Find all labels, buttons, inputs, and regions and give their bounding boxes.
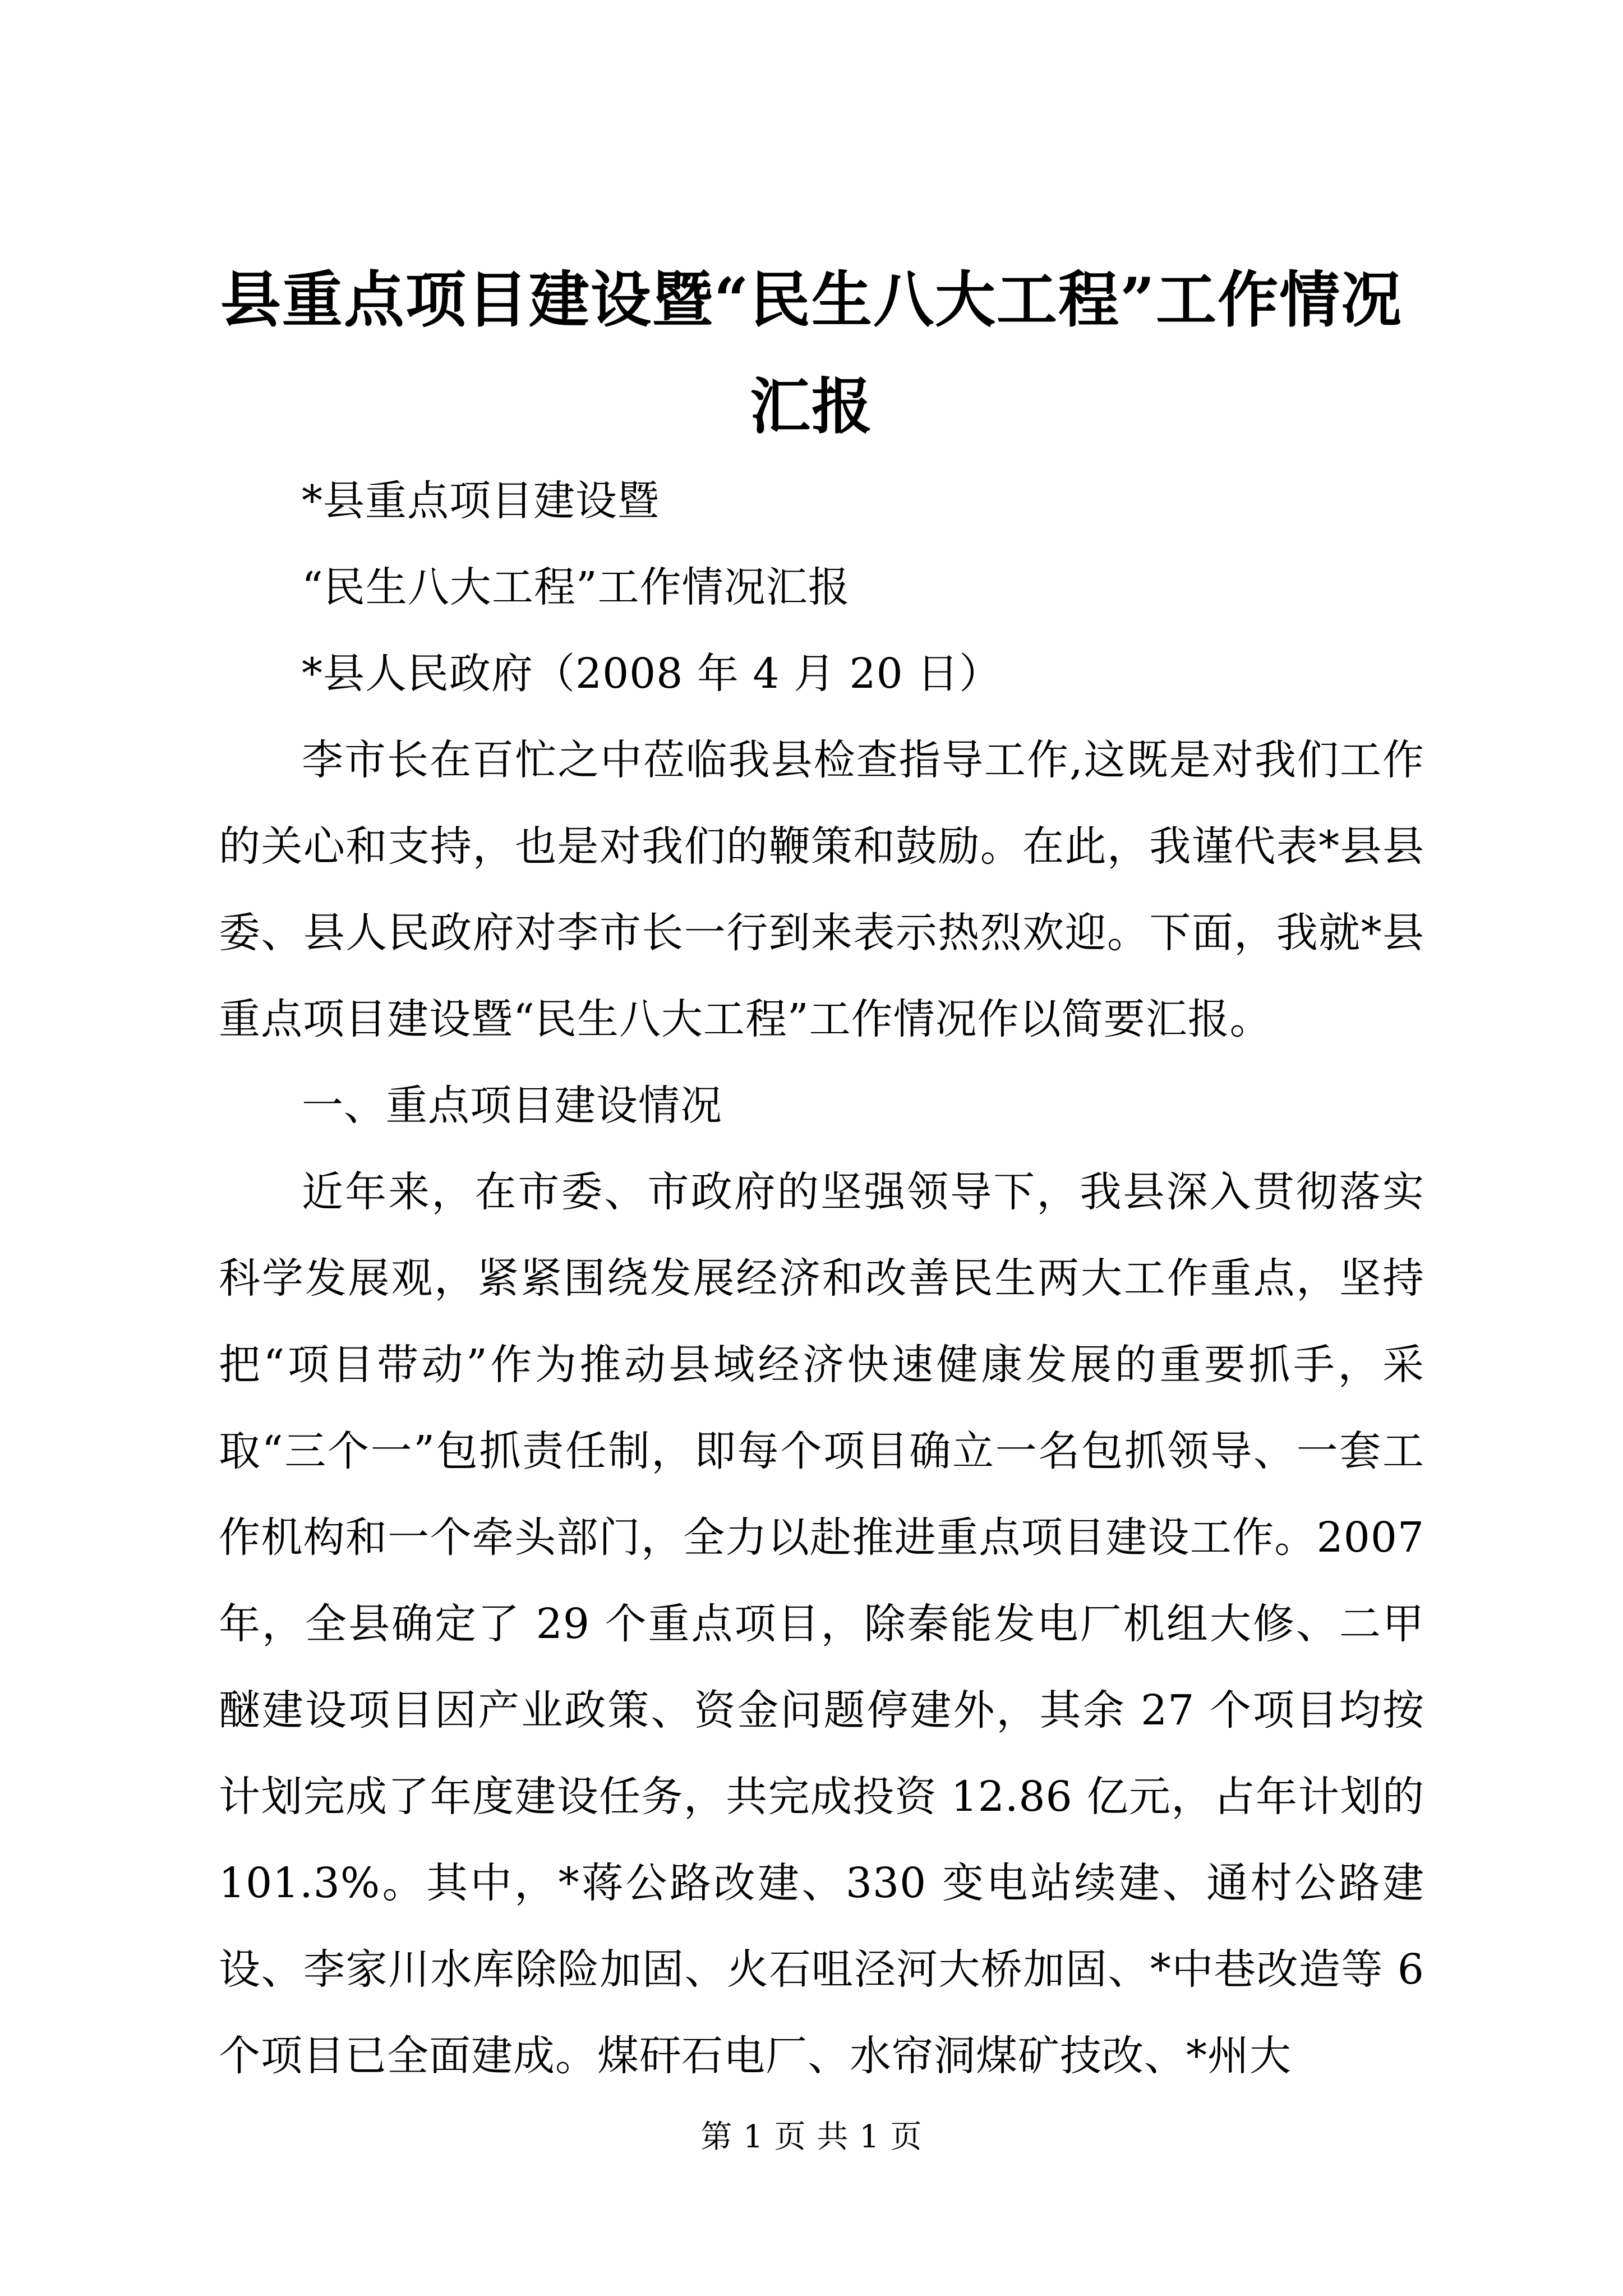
author-date: *县人民政府（2008 年 4 月 20 日） — [302, 650, 1002, 698]
intro-section — [219, 717, 1424, 1062]
subtitle-line-2: “民生八大工程”工作情况汇报 — [302, 563, 850, 611]
intro-paragraph: 李市长在百忙之中莅临我县检查指导工作,这既是对我们工作的关心和支持，也是对我们的鞭策和鼓励。在此，我谨代表*县县委、县人民政府对李市长一行到来表示热烈欢迎。下面，我就*县重点项目建设暨“民生八大工程”工作情况作以简要汇报。 — [219, 736, 1424, 1043]
document-title — [168, 247, 1455, 460]
title-line-2: 汇报 — [749, 371, 873, 442]
section1-body — [219, 1149, 1424, 2099]
section1-heading: 一、重点项目建设情况 — [302, 1082, 722, 1130]
subtitle-line-1: *县重点项目建设暨 — [302, 477, 660, 525]
page-footer: 第 1 页 共 1 页 — [700, 2119, 923, 2155]
section1-paragraph: 近年来，在市委、市政府的坚强领导下，我县深入贯彻落实科学发展观，紧紧围绕发展经济和改善民生两大工作重点，坚持把“项目带动”作为推动县域经济快速健康发展的重要抓手，采取“三个一”包抓责任制，即每个项目确立一名包抓领导、一套工作机构和一个牵头部门，全力以赴推进重点项目建设工作。2007 年，全县确定了 29 个重点项目，除秦能发电厂机组大修、二甲醚建设项目因产业政策、资金问题停建外，其余 27 个项目均按计划完成了年度建设任务，共完成投资 12.86 亿元，占年计划的 101.3%。其中，*蒋公路改建、330 变电站续建、通村公路建设、李家川水库除险加固、火石咀泾河大桥加固、*中巷改造等 6 个项目已全面建成。煤矸石电厂、水帘洞煤矿技改、*州大 — [219, 1168, 1424, 2080]
title-line-1: 县重点项目建设暨“民生八大工程”工作情况 — [220, 265, 1403, 335]
